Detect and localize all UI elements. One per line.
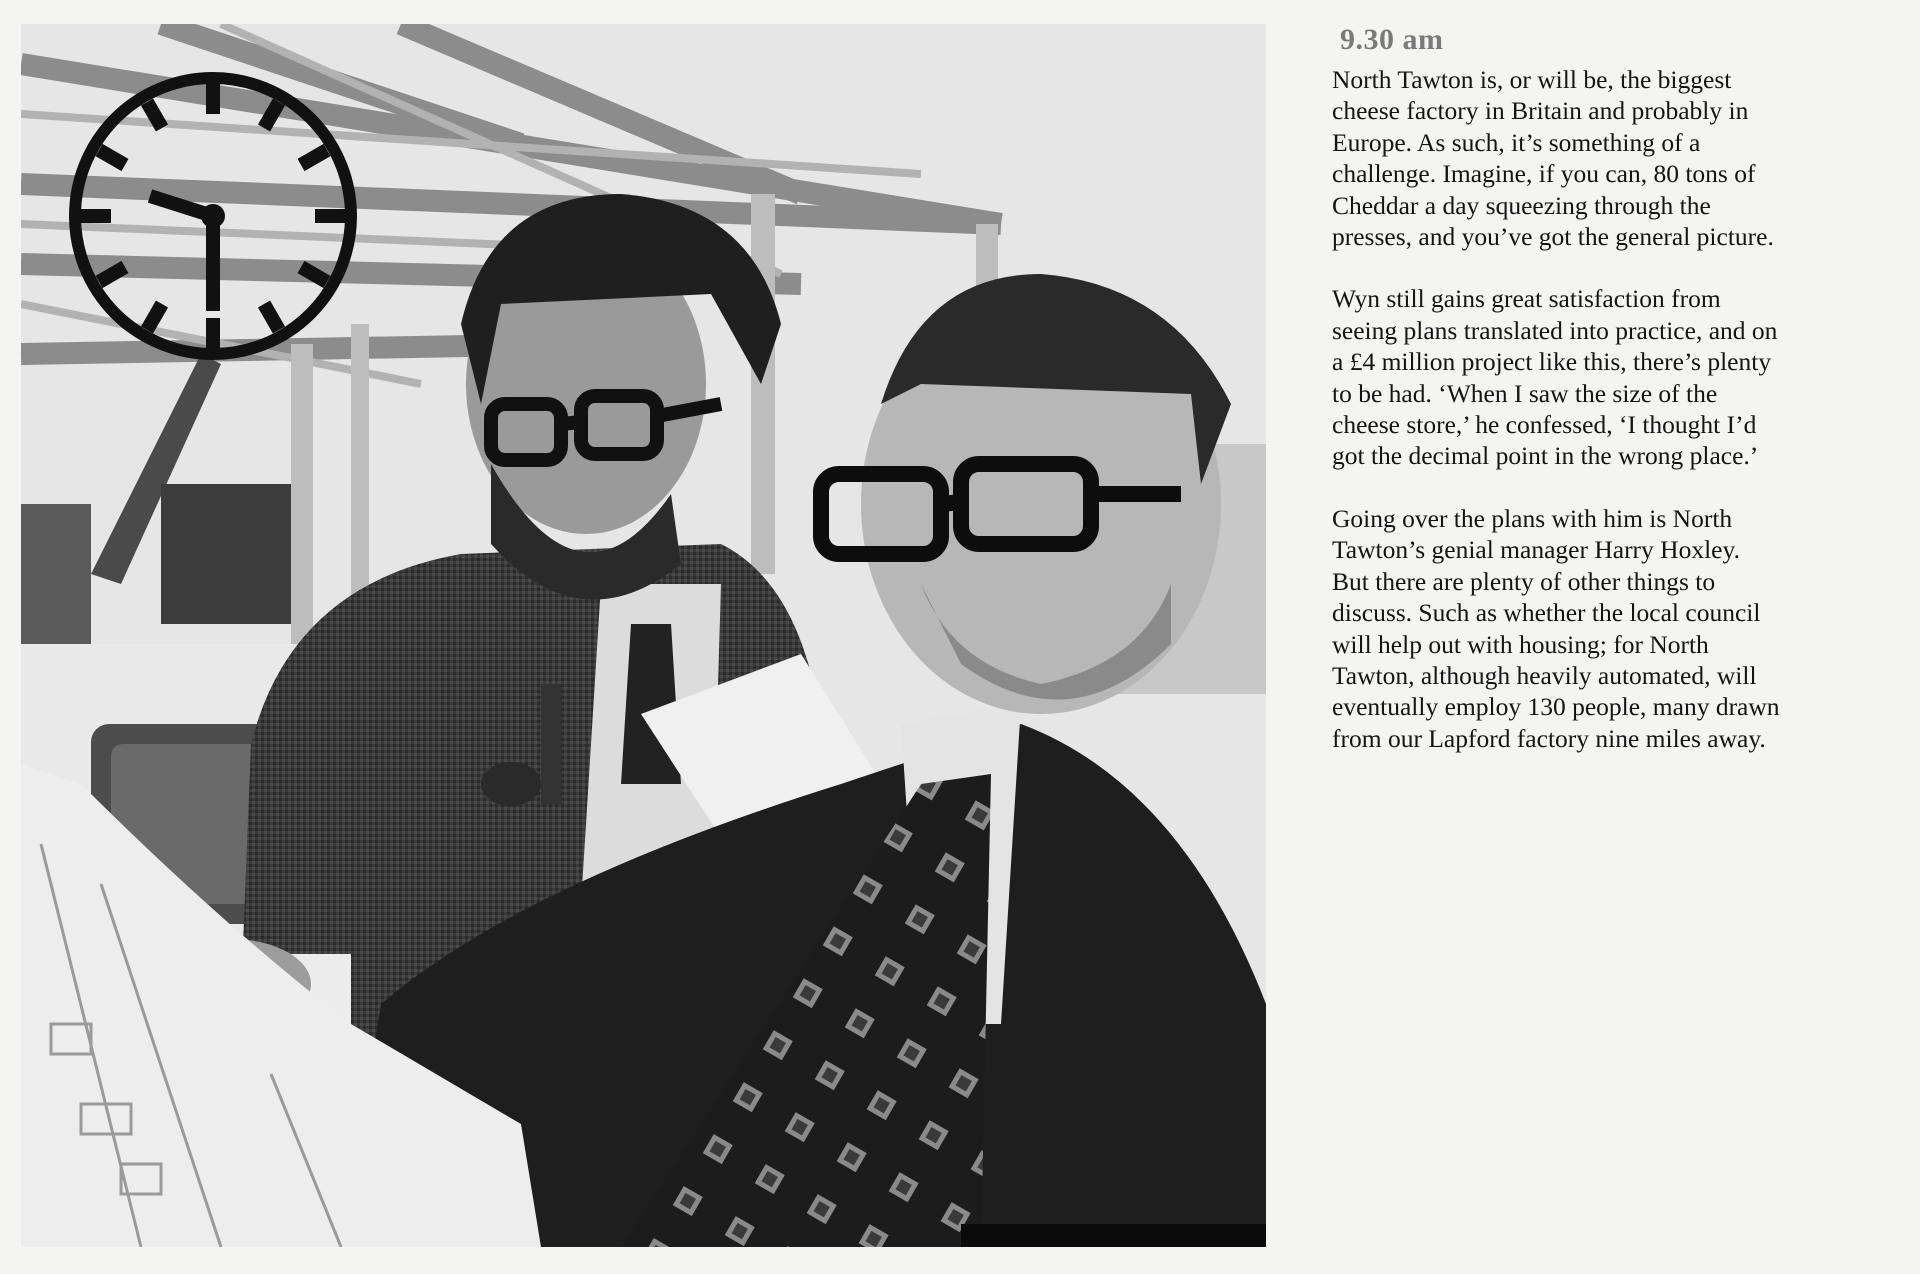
paragraph-1 — [1332, 64, 1902, 252]
text-line: to be had. ‘When I saw the size of the — [1332, 378, 1718, 408]
text-line: Tawton’s genial manager Harry Hoxley. — [1332, 535, 1740, 565]
text-line: Cheddar a day squeezing through the — [1332, 190, 1711, 220]
text-line: But there are plenty of other things to — [1332, 566, 1716, 596]
text-line: from our Lapford factory nine miles away. — [1332, 723, 1766, 753]
factory-photo — [21, 24, 1266, 1247]
text-line: Wyn still gains great satisfaction from — [1332, 284, 1721, 314]
text-line: a £4 million project like this, there’s plenty — [1332, 347, 1772, 377]
paragraph-3 — [1332, 503, 1902, 754]
paragraph-2 — [1332, 283, 1902, 471]
time-heading: 9.30 am — [1340, 23, 1444, 56]
text-line: Going over the plans with him is North — [1332, 503, 1733, 533]
text-line: Europe. As such, it’s something of a — [1332, 127, 1701, 157]
text-line: seeing plans translated into practice, and on — [1332, 315, 1778, 345]
text-line: got the decimal point in the wrong place.’ — [1332, 441, 1759, 471]
text-line: North Tawton is, or will be, the biggest — [1332, 65, 1732, 94]
text-line: cheese factory in Britain and probably in — [1332, 96, 1749, 126]
text-line: cheese store,’ he confessed, ‘I thought I’d — [1332, 410, 1757, 440]
text-line: eventually employ 130 people, many drawn — [1332, 692, 1780, 722]
text-line: will help out with housing; for North — [1332, 629, 1709, 659]
text-line: presses, and you’ve got the general picture. — [1332, 222, 1774, 252]
text-line: Tawton, although heavily automated, will — [1332, 660, 1757, 690]
clock-icon — [63, 66, 363, 366]
text-line: challenge. Imagine, if you can, 80 tons of — [1332, 159, 1756, 189]
text-line: discuss. Such as whether the local council — [1332, 598, 1761, 628]
article-column — [1332, 22, 1902, 785]
